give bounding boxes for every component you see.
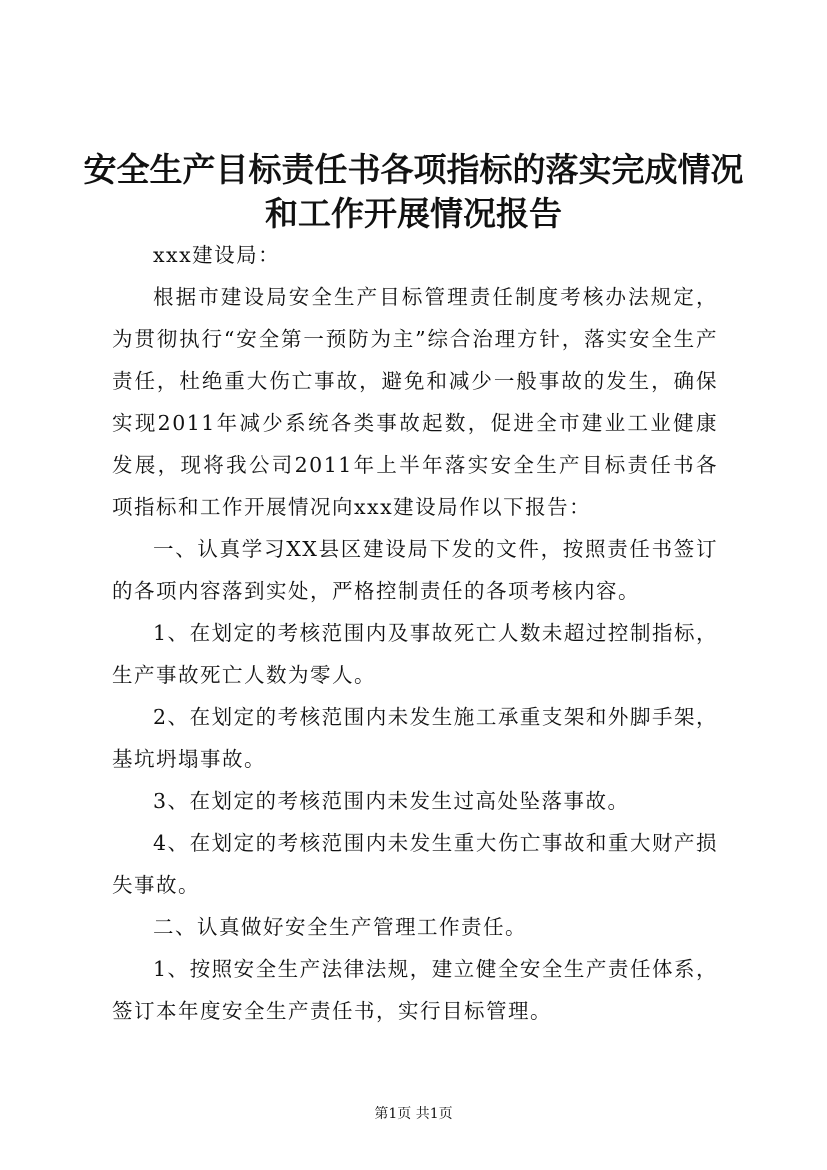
- paragraph-item-2: 2、在划定的考核范围内未发生施工承重支架和外脚手架，基坑坍塌事故。: [112, 705, 718, 771]
- paragraph-item-4: 4、在划定的考核范围内未发生重大伤亡事故和重大财产损失事故。: [112, 831, 718, 897]
- document-title-line-2: 和工作开展情况报告: [265, 194, 562, 233]
- paragraph-section-2-item-1: 1、按照安全生产法律法规，建立健全安全生产责任体系，签订本年度安全生产责任书，实行目标管理。: [112, 957, 718, 1023]
- paragraph-section-2: 二、认真做好安全生产管理工作责任。: [153, 915, 527, 939]
- paragraph-intro: 根据市建设局安全生产目标管理责任制度考核办法规定，为贯彻执行“安全第一预防为主”综合治理方针，落实安全生产责任，杜绝重大伤亡事故，避免和减少一般事故的发生，确保实现2011年减少系统各类事故起数，促进全市建业工业健康发展，现将我公司2011年上半年落实安全生产目标责任书各项指标和工作开展情况向xxx建设局作以下报告：: [112, 285, 718, 519]
- document-body: [112, 234, 718, 1032]
- paragraph-item-1: 1、在划定的考核范围内及事故死亡人数未超过控制指标，生产事故死亡人数为零人。: [112, 621, 718, 687]
- document-title-line-1: 安全生产目标责任书各项指标的落实完成情况: [83, 150, 744, 189]
- salutation: xxx建设局：: [153, 243, 281, 267]
- paragraph-section-1: 一、认真学习XX县区建设局下发的文件，按照责任书签订的各项内容落到实处，严格控制责任的各项考核内容。: [112, 537, 718, 603]
- page-footer: 第1页 共1页: [374, 1106, 453, 1122]
- paragraph-item-3: 3、在划定的考核范围内未发生过高处坠落事故。: [153, 789, 630, 813]
